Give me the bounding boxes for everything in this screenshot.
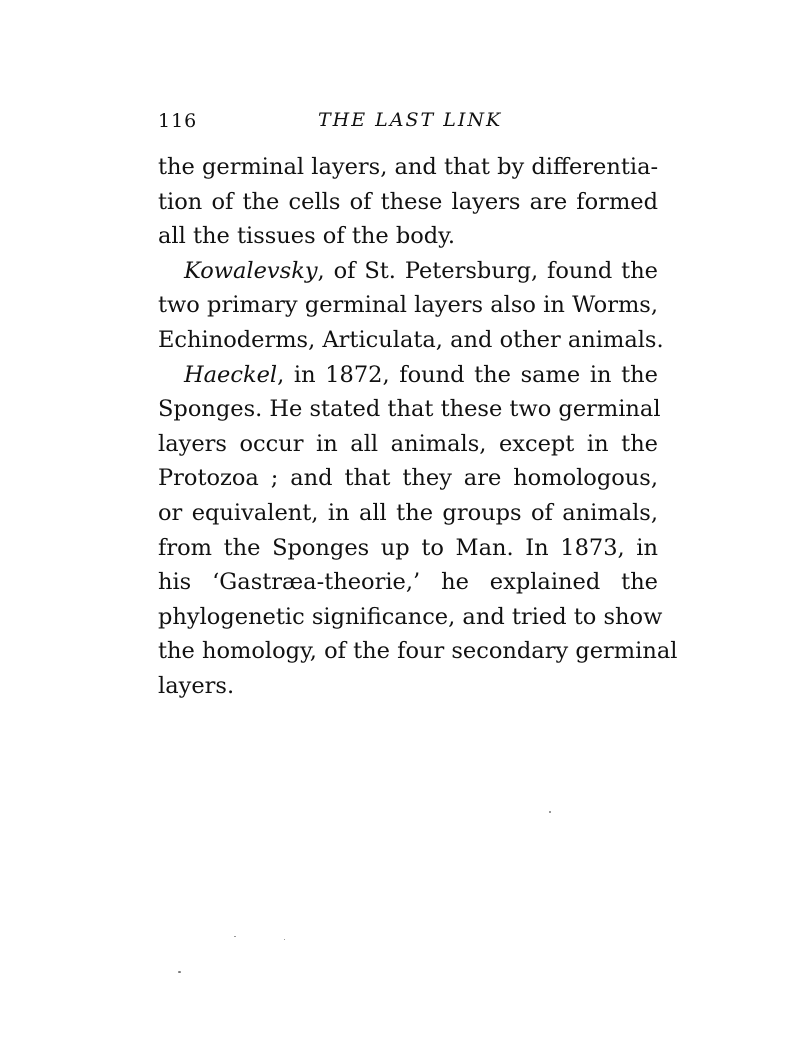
running-head (158, 110, 658, 134)
body-text (158, 150, 678, 704)
author-name: Kowalevsky (184, 257, 318, 284)
text-line: the homology, of the four secondary germinal (158, 638, 678, 665)
text-line: the germinal layers, and that by differentia- (158, 154, 659, 180)
text-line: Sponges. He stated that these two germinal (158, 396, 661, 423)
text-line: Protozoa ; and that they are homologous, (158, 465, 658, 492)
text-line: layers occur in all animals, except in the (158, 430, 658, 457)
text-line: Echinoderms, Articulata, and other animals. (158, 326, 664, 353)
scan-speck (284, 939, 285, 940)
scan-speck (234, 936, 236, 937)
text-line: two primary germinal layers also in Worms, (158, 292, 658, 319)
scan-speck (549, 811, 551, 813)
text-line: all the tissues of the body. (158, 223, 456, 250)
text-line: tion of the cells of these layers are formed (158, 188, 658, 215)
scan-speck (178, 971, 181, 973)
text-line: Haeckel, in 1872, found the same in the (184, 361, 658, 388)
text-line: or equivalent, in all the groups of animals, (158, 499, 658, 526)
page-number: 116 (158, 110, 198, 132)
text-line: layers. (158, 672, 235, 699)
text-line: from the Sponges up to Man. In 1873, in (158, 534, 658, 561)
running-title: THE LAST LINK (318, 109, 503, 131)
author-name: Haeckel (184, 361, 278, 388)
text-line: his ‘Gastræa-theorie,’ he explained the (158, 569, 658, 596)
text-line: phylogenetic significance, and tried to show (158, 603, 663, 630)
text-line: Kowalevsky, of St. Petersburg, found the (184, 257, 658, 284)
